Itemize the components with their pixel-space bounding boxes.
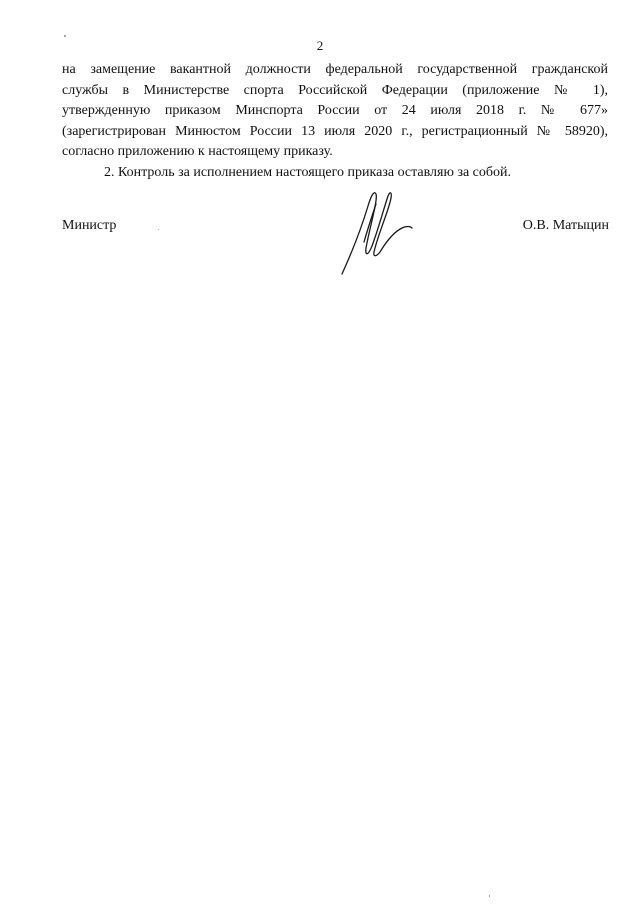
page-number: 2 xyxy=(316,38,324,53)
scan-speck xyxy=(158,229,159,230)
signatory-name: О.В. Матыцин xyxy=(522,218,609,233)
paragraph-1-line: утвержденную приказом Минспорта России от 24 июля 2018 г. № 677» xyxy=(62,103,608,118)
paragraph-2: 2. Контроль за исполнением настоящего приказа оставляю за собой. xyxy=(104,164,512,180)
paragraph-1 xyxy=(62,60,608,163)
scan-speck xyxy=(64,35,66,37)
paragraph-1-line: согласно приложению к настоящему приказу. xyxy=(62,144,333,159)
handwritten-signature xyxy=(334,186,416,278)
paragraph-1-line: (зарегистрирован Минюстом России 13 июля 2020 г., регистрационный № 58920), xyxy=(62,123,608,139)
signatory-position: Министр xyxy=(62,218,117,233)
document-body xyxy=(62,60,608,183)
paragraph-1-line: на замещение вакантной должности федеральной государственной гражданской xyxy=(62,62,608,77)
paragraph-1-line: службы в Министерстве спорта Российской Федерации (приложение № 1), xyxy=(62,82,608,98)
scan-speck xyxy=(489,895,490,897)
